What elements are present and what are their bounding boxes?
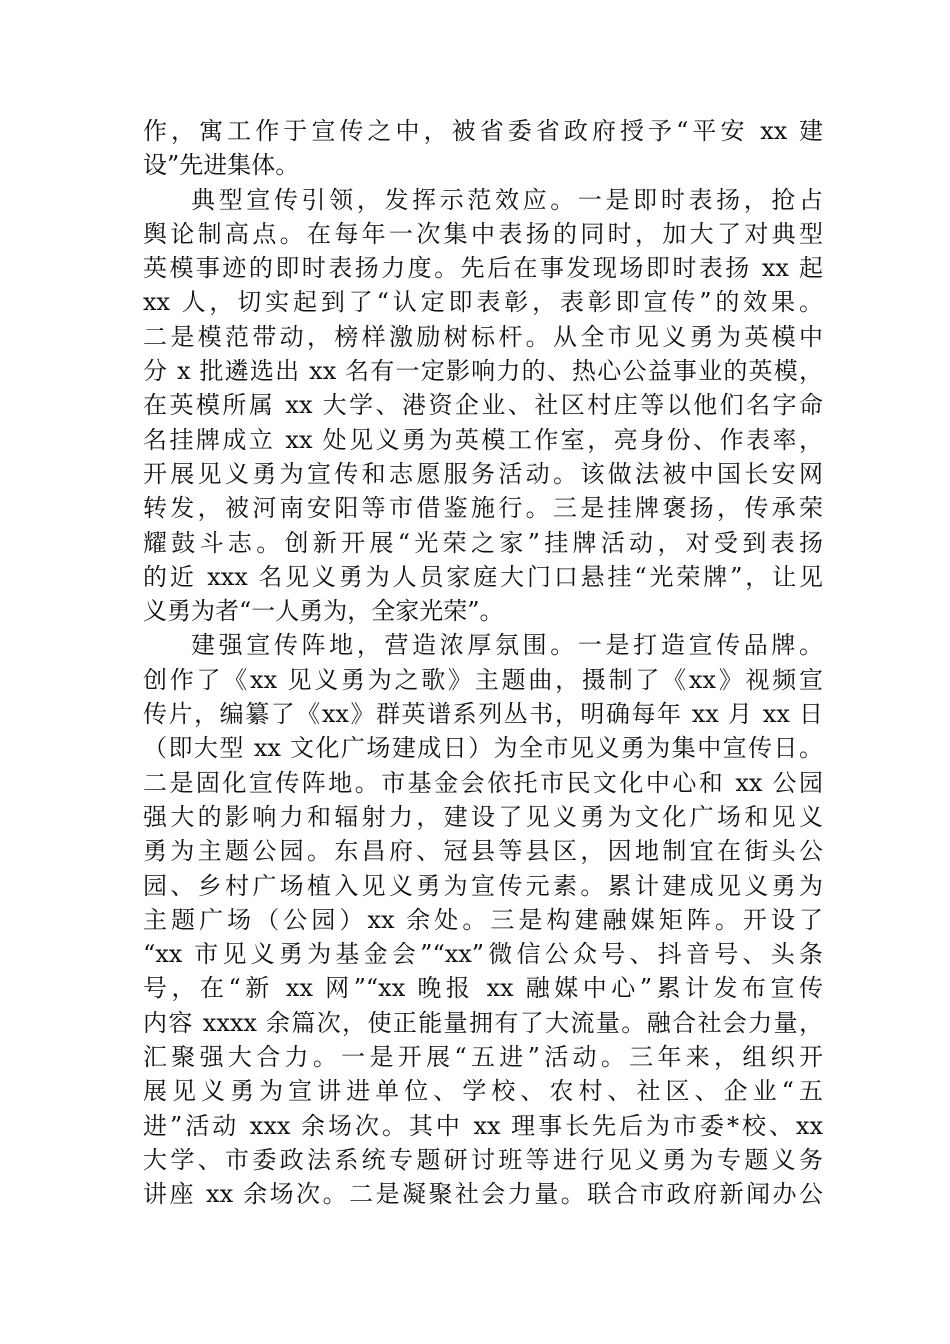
text-line: 设”先进集体。: [143, 151, 300, 180]
text-line: xx 人，切实起到了“认定即表彰，表彰即宣传”的效果。: [143, 288, 823, 317]
paragraph-start-line: 典型宣传引领，发挥示范效应。一是即时表扬，抢占: [191, 185, 823, 214]
text-line: 园、乡村广场植入见义勇为宣传元素。累计建成见义勇为: [143, 871, 823, 900]
text-line: 大学、市委政法系统专题研讨班等进行见义勇为专题义务: [143, 1145, 823, 1174]
text-line: 义勇为者“一人勇为，全家光荣”。: [143, 597, 504, 626]
text-line: 传片，编纂了《xx》群英谱系列丛书，明确每年 xx 月 xx 日: [143, 700, 823, 729]
text-line: 讲座 xx 余场次。二是凝聚社会力量。联合市政府新闻办公: [143, 1180, 823, 1209]
text-line: 强大的影响力和辐射力，建设了见义勇为文化广场和见义: [143, 802, 823, 831]
text-line: “xx 市见义勇为基金会”“xx”微信公众号、抖音号、头条: [143, 940, 823, 969]
text-line: 号，在“新 xx 网”“xx 晚报 xx 融媒中心”累计发布宣传: [143, 974, 823, 1003]
text-line: 分 x 批遴选出 xx 名有一定影响力的、热心公益事业的英模，: [143, 357, 823, 386]
text-line: 汇聚强大合力。一是开展“五进”活动。三年来，组织开: [143, 1043, 823, 1072]
text-line: 在英模所属 xx 大学、港资企业、社区村庄等以他们名字命: [143, 391, 823, 420]
text-line: 展见义勇为宣讲进单位、学校、农村、社区、企业“五: [143, 1077, 823, 1106]
text-line: 内容 xxxx 余篇次，使正能量拥有了大流量。融合社会力量，: [143, 1008, 823, 1037]
text-line: 转发，被河南安阳等市借鉴施行。三是挂牌褒扬，传承荣: [143, 494, 823, 523]
text-line: 主题广场（公园）xx 余处。三是构建融媒矩阵。开设了: [143, 905, 823, 934]
text-line: 进”活动 xxx 余场次。其中 xx 理事长先后为市委*校、xx: [143, 1111, 823, 1140]
text-line: 作，寓工作于宣传之中，被省委省政府授予“平安 xx 建: [143, 117, 823, 145]
document-body: [143, 114, 823, 1212]
text-line: 二是模范带动，榜样激励树标杆。从全市见义勇为英模中: [143, 322, 823, 351]
text-line: 耀鼓斗志。创新开展“光荣之家”挂牌活动，对受到表扬: [143, 528, 823, 557]
paragraph-start-line: 建强宣传阵地，营造浓厚氛围。一是打造宣传品牌。: [191, 631, 823, 660]
text-line: （即大型 xx 文化广场建成日）为全市见义勇为集中宣传日。: [143, 734, 823, 763]
text-line: 开展见义勇为宣传和志愿服务活动。该做法被中国长安网: [143, 459, 823, 488]
text-line: 名挂牌成立 xx 处见义勇为英模工作室，亮身份、作表率，: [143, 425, 823, 454]
text-line: 英模事迹的即时表扬力度。先后在事发现场即时表扬 xx 起: [143, 254, 823, 283]
text-line: 的近 xxx 名见义勇为人员家庭大门口悬挂“光荣牌”，让见: [143, 562, 823, 591]
text-line: 二是固化宣传阵地。市基金会依托市民文化中心和 xx 公园: [143, 768, 823, 797]
text-line: 舆论制高点。在每年一次集中表扬的同时，加大了对典型: [143, 219, 823, 248]
text-line: 勇为主题公园。东昌府、冠县等县区，因地制宜在街头公: [143, 837, 823, 866]
text-line: 创作了《xx 见义勇为之歌》主题曲，摄制了《xx》视频宣: [143, 665, 823, 694]
